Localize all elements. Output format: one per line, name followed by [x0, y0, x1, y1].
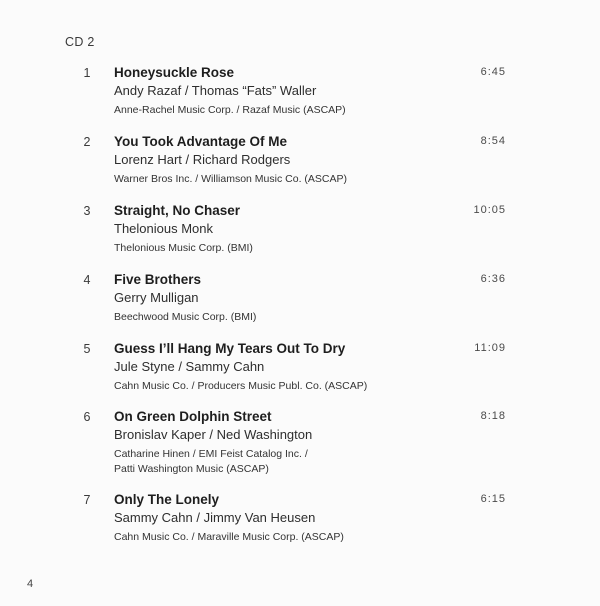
track-publisher-line-1: Cahn Music Co. / Maraville Music Corp. (ASCAP) [114, 531, 344, 543]
track-duration: 8:54 [480, 135, 506, 147]
track-publisher [114, 310, 256, 325]
track-composers: Thelonious Monk [114, 221, 213, 236]
track-number: 1 [83, 66, 91, 80]
track-publisher-line-1: Thelonious Music Corp. (BMI) [114, 242, 253, 254]
track-title: Only The Lonely [114, 492, 220, 507]
track-number: 2 [83, 135, 91, 149]
track-number: 3 [83, 204, 91, 218]
track-publisher [114, 241, 253, 256]
track-publisher [114, 103, 346, 118]
track-duration: 6:45 [480, 66, 506, 78]
track-composers: Jule Styne / Sammy Cahn [114, 359, 265, 374]
track-composers: Lorenz Hart / Richard Rodgers [114, 152, 291, 167]
track-composers: Andy Razaf / Thomas “Fats” Waller [114, 83, 317, 98]
track-title: Honeysuckle Rose [114, 65, 235, 80]
track-number: 5 [83, 342, 91, 356]
track-publisher [114, 447, 308, 477]
page-number: 4 [27, 578, 34, 590]
track-number: 7 [83, 493, 91, 507]
track-duration: 11:09 [474, 342, 506, 354]
track-publisher [114, 379, 367, 394]
track-title: Guess I’ll Hang My Tears Out To Dry [114, 341, 346, 356]
track-publisher [114, 530, 344, 545]
track-number: 6 [83, 410, 91, 424]
track-composers: Bronislav Kaper / Ned Washington [114, 427, 313, 442]
track-publisher-line-1: Catharine Hinen / EMI Feist Catalog Inc. / [114, 448, 308, 460]
track-title: On Green Dolphin Street [114, 409, 272, 424]
track-title: Straight, No Chaser [114, 203, 241, 218]
track-duration: 10:05 [473, 204, 506, 216]
track-publisher-line-1: Warner Bros Inc. / Williamson Music Co. (ASCAP) [114, 173, 347, 185]
track-composers: Gerry Mulligan [114, 290, 199, 305]
track-duration: 8:18 [480, 410, 506, 422]
cd-label: CD 2 [65, 35, 95, 49]
track-duration: 6:15 [480, 493, 506, 505]
track-publisher-line-1: Anne-Rachel Music Corp. / Razaf Music (ASCAP) [114, 104, 346, 116]
track-publisher-line-2: Patti Washington Music (ASCAP) [114, 463, 269, 475]
track-number: 4 [83, 273, 91, 287]
track-duration: 6:36 [480, 273, 506, 285]
track-publisher [114, 172, 347, 187]
track-title: Five Brothers [114, 272, 202, 287]
track-composers: Sammy Cahn / Jimmy Van Heusen [114, 510, 316, 525]
track-title: You Took Advantage Of Me [114, 134, 288, 149]
track-publisher-line-1: Beechwood Music Corp. (BMI) [114, 311, 257, 323]
track-publisher-line-1: Cahn Music Co. / Producers Music Publ. Co. (ASCAP) [114, 380, 368, 392]
